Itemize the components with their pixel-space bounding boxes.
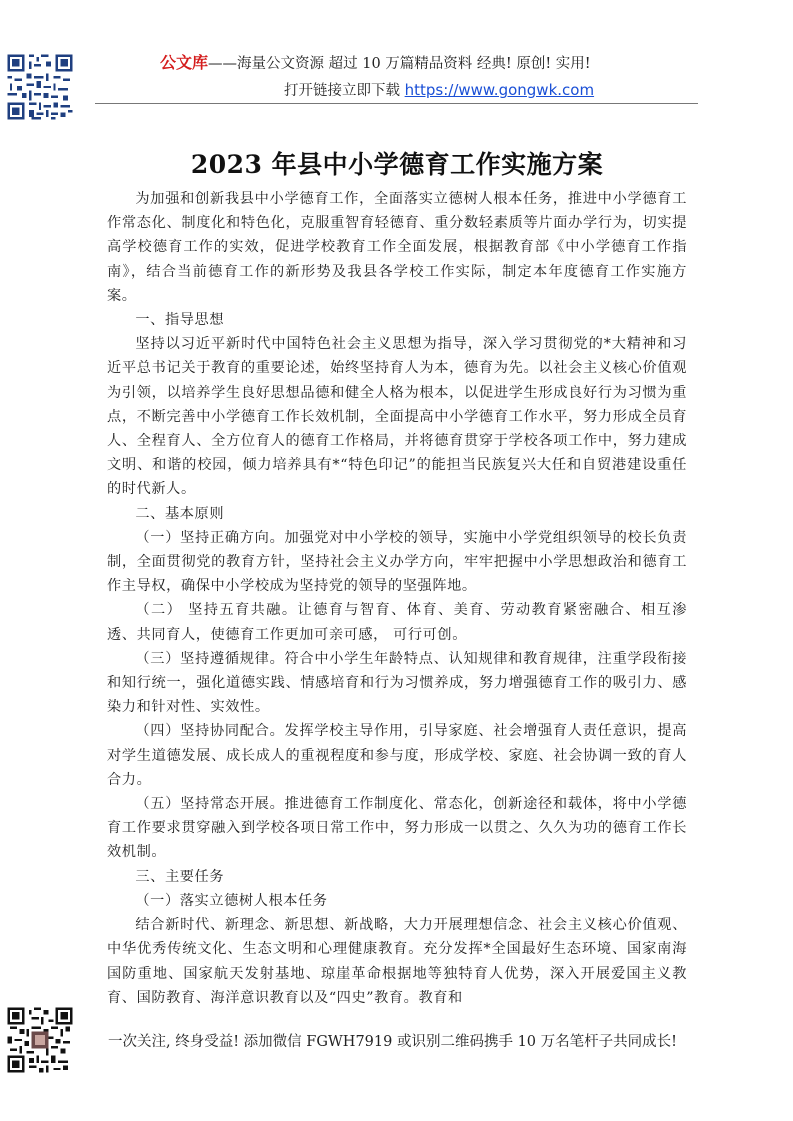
brand-name: 公文库 [160, 53, 209, 72]
download-prefix: 打开链接立即下载 [284, 83, 400, 99]
body-paragraph: （四）坚持协同配合。发挥学校主导作用，引导家庭、社会增强育人责任意识，提高对学生道德发展、成长成人的重视程度和参与度，形成学校、家庭、社会协调一致的育人合力。 [107, 723, 687, 788]
document-body [107, 145, 687, 1010]
download-link[interactable]: https://www.gongwk.com [404, 81, 595, 99]
header-line-2 [160, 79, 720, 100]
section-heading: 一、指导思想 [135, 312, 225, 329]
body-paragraph: （三）坚持遵循规律。符合中小学生年龄特点、认知规律和教育规律，注重学段衔接和知行统一，强化道德实践、情感培育和行为习惯养成，努力增强德育工作的吸引力、感染力和针对性、实效性。 [107, 650, 687, 716]
body-paragraph: 坚持以习近平新时代中国特色社会主义思想为指导，深入学习贯彻党的*大精神和习近平总书记关于教育的重要论述，始终坚持育人为本，德育为先。以社会主义核心价值观为引领，以培养学生良好思想品德和健全人格为根本，以促进学生形成良好行为习惯为重点，不断完善中小学德育工作长效机制，全面提高中小学德育工作水平，努力形成全员育人、全程育人、全方位育人的德育工作格局，并将德育贯穿于学校各项工作中，努力建成文明、和谐的校园，倾力培养具有*“特色印记”的能担当民族复兴大任和自贸港建设重任的时代新人。 [107, 336, 687, 498]
header-line-1 [160, 50, 720, 73]
page-header [160, 50, 720, 100]
body-paragraph: 结合新时代、新理念、新思想、新战略，大力开展理想信念、社会主义核心价值观、中华优秀传统文化、生态文明和心理健康教育。充分发挥*全国最好生态环境、国家南海国防重地、国家航天发射基地、琼崖革命根据地等独特育人优势，深入开展爱国主义教育、国防教育、海洋意识教育以及“四史”教育。教育和 [107, 917, 687, 1006]
document-content [107, 187, 687, 1010]
section-heading: 三、主要任务 [135, 868, 225, 885]
document-title: 2023 年县中小学德育工作实施方案 [190, 150, 604, 179]
header-divider [95, 103, 698, 104]
qr-code-bottom[interactable] [5, 1005, 75, 1075]
section-heading: （一）落实立德树人根本任务 [135, 892, 328, 909]
body-paragraph: （一）坚持正确方向。加强党对中小学校的领导，实施中小学党组织领导的校长负责制，全面贯彻党的教育方针，坚持社会主义办学方向，牢牢把握中小学思想政治和德育工作主导权，确保中小学校成为坚持党的领导的坚强阵地。 [107, 529, 687, 595]
section-heading: 二、基本原则 [135, 505, 225, 522]
body-paragraph: （二） 坚持五育共融。让德育与智育、体育、美育、劳动教育紧密融合、相互渗透、共同育人，使德育工作更加可亲可感， 可行可创。 [107, 602, 687, 643]
body-paragraph: （五）坚持常态开展。推进德育工作制度化、常态化，创新途径和载体，将中小学德育工作要求贯穿融入到学校各项日常工作中，努力形成一以贯之、久久为功的德育工作长效机制。 [107, 796, 687, 861]
header-tagline: ——海量公文资源 超过 10 万篇精品资料 经典! 原创! 实用! [208, 56, 591, 72]
body-paragraph: 为加强和创新我县中小学德育工作，全面落实立德树人根本任务，推进中小学德育工作常态化、制度化和特色化，克服重智育轻德育、重分数轻素质等片面办学行为，切实提高学校德育工作的实效，促进学校教育工作全面发展，根据教育部《中小学德育工作指南》，结合当前德育工作的新形势及我县各学校工作实际，制定本年度德育工作实施方案。 [107, 191, 687, 304]
qr-code-top[interactable] [5, 52, 75, 122]
page-footer: 一次关注, 终身受益! 添加微信 FGWH7919 或识别二维码携手 10 万名笔杆子共同成长! [108, 1034, 677, 1050]
